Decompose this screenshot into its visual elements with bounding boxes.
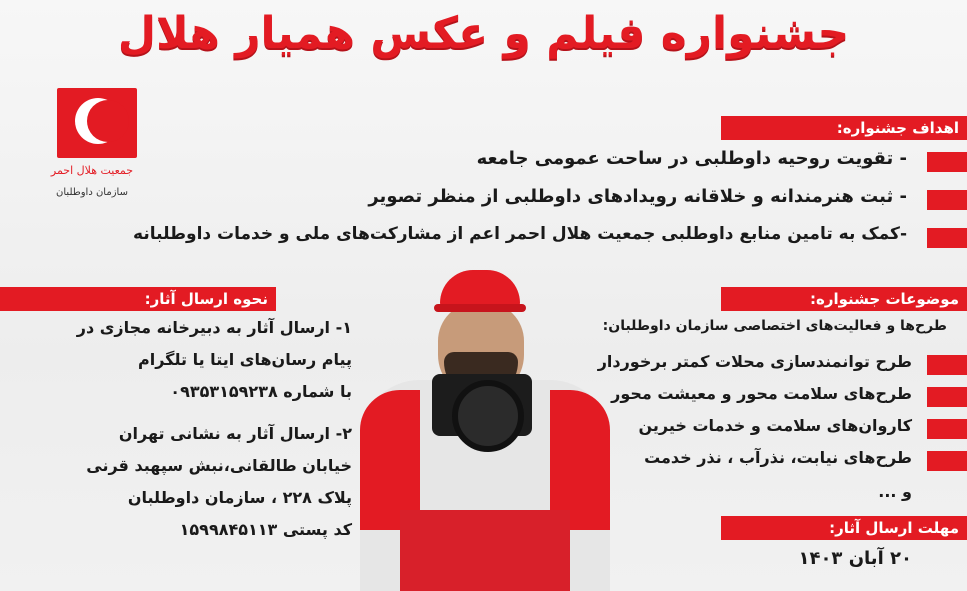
topic-bullet xyxy=(927,355,967,375)
submission-line: پلاک ۲۲۸ ، سازمان داوطلبان xyxy=(127,488,352,507)
submission-line: کد پستی ۱۵۹۹۸۴۵۱۱۳ xyxy=(179,520,352,539)
topic-item: طرح توانمندسازی محلات کمتر برخوردار xyxy=(597,352,912,371)
submission-heading: نحوه ارسال آثار: xyxy=(0,287,276,311)
topic-bullet xyxy=(927,451,967,471)
deadline-heading: مهلت ارسال آثار: xyxy=(721,516,967,540)
topics-subheading: طرح‌ها و فعالیت‌های اختصاصی سازمان داوطلبان: xyxy=(602,318,947,334)
red-crescent-icon xyxy=(57,88,137,158)
org-name: جمعیت هلال احمر xyxy=(50,164,134,177)
volunteer-photographer-image xyxy=(360,270,610,591)
org-subname: سازمان داوطلبان xyxy=(56,187,128,198)
red-crescent-logo xyxy=(47,88,137,208)
goal-item: - تقویت روحیه داوطلبی در ساحت عمومی جامعه xyxy=(476,148,907,169)
goal-bullet xyxy=(927,152,967,172)
topic-bullet xyxy=(927,387,967,407)
submission-line: پیام رسان‌های ایتا یا تلگرام xyxy=(138,350,352,369)
topics-heading: موضوعات جشنواره: xyxy=(721,287,967,311)
cap-icon xyxy=(440,270,520,308)
goal-item: - ثبت هنرمندانه و خلاقانه رویدادهای داوطلبی از منظر تصویر xyxy=(368,186,907,207)
topic-item: طرح‌های سلامت محور و معیشت محور xyxy=(611,384,912,403)
topic-item: کاروان‌های سلامت و خدمات خیرین xyxy=(638,416,912,435)
submission-line: ۱- ارسال آثار به دبیرخانه مجازی در xyxy=(76,318,352,337)
submission-line: ۲- ارسال آثار به نشانی تهران xyxy=(118,424,352,443)
poster-title: جشنواره فیلم و عکس همیار هلال xyxy=(117,8,850,59)
topic-item: طرح‌های نیابت، نذرآب ، نذر خدمت xyxy=(644,448,912,467)
topic-item: و ... xyxy=(878,482,912,501)
goals-heading: اهداف جشنواره: xyxy=(721,116,967,140)
topic-bullet xyxy=(927,419,967,439)
goal-bullet xyxy=(927,228,967,248)
goal-bullet xyxy=(927,190,967,210)
goal-item: -کمک به تامین منابع داوطلبی جمعیت هلال احمر اعم از مشارکت‌های ملی و خدمات داوطلبانه xyxy=(133,224,907,244)
submission-line: خیابان طالقانی،نبش سپهبد قرنی xyxy=(86,456,352,475)
deadline-date: ۲۰ آبان ۱۴۰۳ xyxy=(798,548,912,569)
submission-line: با شماره ۰۹۳۵۳۱۵۹۲۳۸ xyxy=(170,382,352,401)
